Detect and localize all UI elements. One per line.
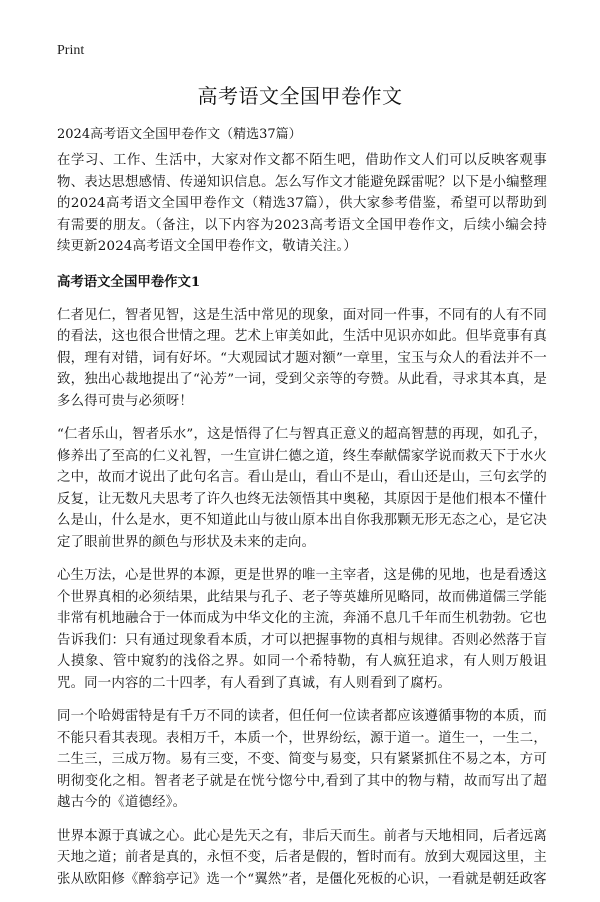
section-heading: 高考语文全国甲卷作文1: [57, 273, 201, 290]
body-paragraph: 同一个哈姆雷特是有千万不同的读者，但任何一位读者都应该遵循事物的本质，而不能只看其表现。表相万千，本质一个，世界纷纭，源于道一。道生一，一生二，二生三，三成万物。易有三变，不变、简变与易变，只有紧紧抓住不易之本，方可明彻变化之相。智者老子就是在恍兮惚兮中,看到了其中的物与精，故而写出了超越古今的《道德经》。: [57, 709, 547, 810]
print-link[interactable]: Print: [57, 43, 85, 58]
page-title: 高考语文全国甲卷作文: [197, 84, 403, 108]
body-paragraph: “仁者乐山，智者乐水”，这是悟得了仁与智真正意义的超高智慧的再现，如孔子，修养出了至高的仁义礼智，一生宣讲仁德之道，终生奉献儒家学说而救天下于水火之中，故而才说出了此句名言。看山是山，看山不是山，看山还是山，三句玄学的反复，让无数凡夫思考了许久也终无法领悟其中奥秘，其原因于是他们根本不懂什么是山，什么是水，更不知道此山与彼山原本出自你我那颗无形无态之心，是它决定了眼前世界的颜色与形状及未来的走向。: [57, 427, 547, 550]
intro-paragraph: 在学习、工作、生活中，大家对作文都不陌生吧，借助作文人们可以反映客观事物、表达思想感情、传递知识信息。怎么写作文才能避免踩雷呢？以下是小编整理的2024高考语文全国甲卷作文（精选37篇），供大家参考借鉴，希望可以帮助到有需要的朋友。（备注，以下内容为2023高考语文全国甲卷作文，后续小编会持续更新2024高考语文全国甲卷作文，敬请关注。）: [57, 153, 547, 254]
body-paragraph: 仁者见仁，智者见智，这是生活中常见的现象，面对同一件事，不同有的人有不同的看法，这也很合世情之理。艺术上审美如此，生活中见识亦如此。但毕竟事有真假，理有对错，词有好坏。“大观园试才题对额”一章里，宝玉与众人的看法并不一致，独出心裁地提出了“沁芳”一词，受到父亲等的夸赞。从此看，寻求其本真，是多么得可贵与必须呀！: [57, 307, 547, 409]
body-paragraph: 心生万法，心是世界的本源，更是世界的唯一主宰者，这是佛的见地，也是看透这个世界真相的必须结果，此结果与孔子、老子等英雄所见略同，故而佛道儒三学能非常有机地融合于一体而成为中华文化的主流，奔涌不息几千年而生机勃勃。它也告诉我们：只有通过现象看本质，才可以把握事物的真相与规律。否则必然落于盲人摸象、管中窥豹的浅俗之界。如同一个希特勒，有人疯狂追求，有人则万般诅咒。同一内容的二十四孝，有人看到了真诚，有人则看到了腐朽。: [57, 568, 547, 691]
body-paragraph: 世界本源于真诚之心。此心是先天之有，非后天而生。前者与天地相同，后者远离天地之道；前者是真的，永恒不变，后者是假的，暂时而有。放到大观园这里，主张从欧阳修《醉翁亭记》选一个“翼然”者，是僵化死板的心识，一看就是朝廷政客: [57, 828, 547, 887]
article-subtitle: 2024高考语文全国甲卷作文（精选37篇）: [57, 127, 302, 142]
article-body: [57, 150, 547, 902]
